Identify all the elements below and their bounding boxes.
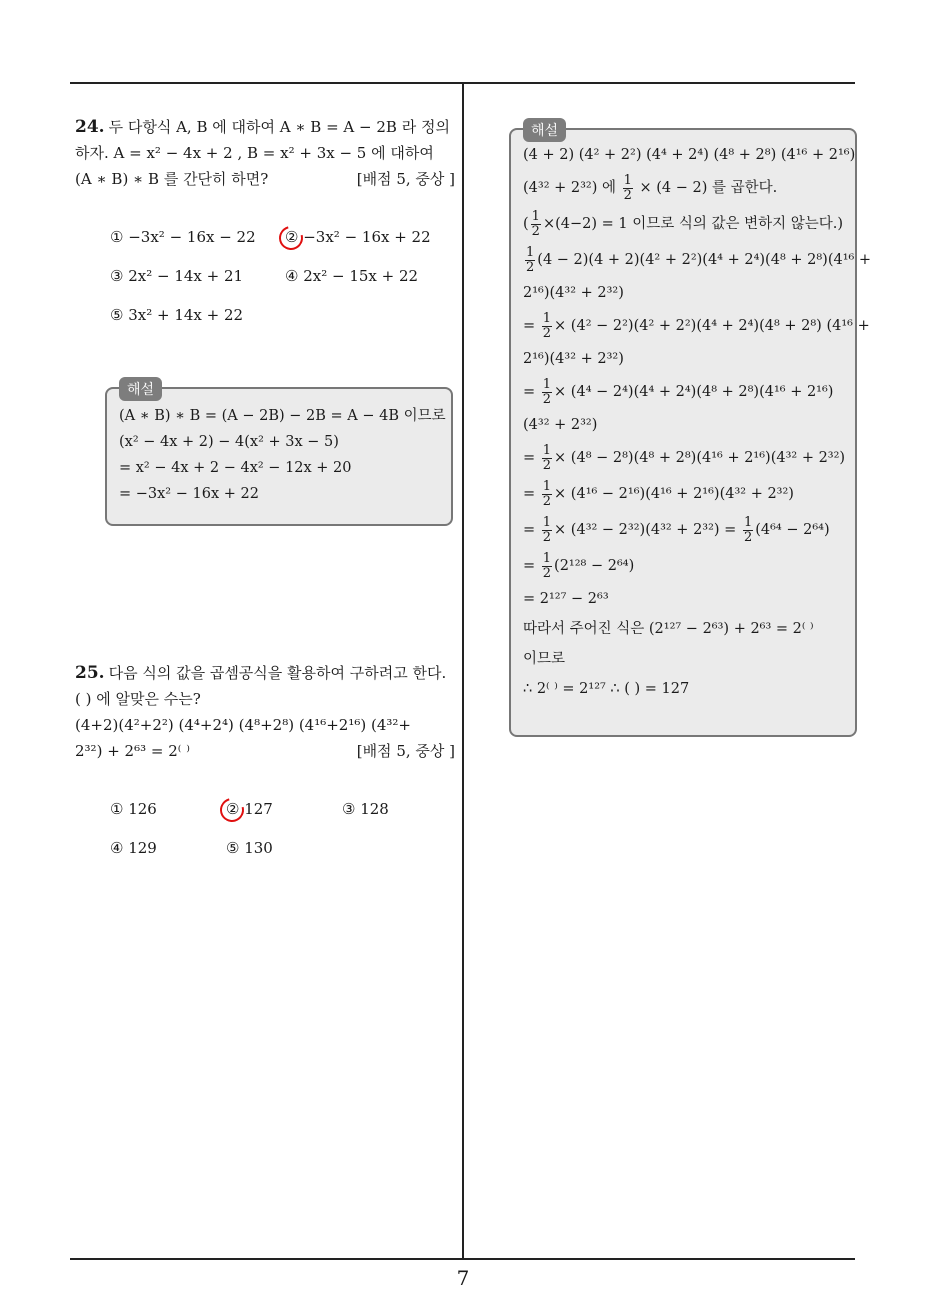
explanation-line: 따라서 주어진 식은 (2¹²⁷ − 2⁶³) + 2⁶³ = 2⁽ ⁾ xyxy=(523,621,814,637)
explanation-line: = x² − 4x + 2 − 4x² − 12x + 20 xyxy=(119,460,352,476)
explanation-line: ∴ 2⁽ ⁾ = 2¹²⁷ ∴ ( ) = 127 xyxy=(523,681,690,697)
explanation-line: × (4³² − 2³²)(4³² + 2³²) = xyxy=(554,522,737,538)
explanation-line: = 2¹²⁷ − 2⁶³ xyxy=(523,591,609,607)
explanation-line: (4³² + 2³²) 에 xyxy=(523,180,616,196)
explanation-line: 2¹⁶)(4³² + 2³²) xyxy=(523,351,624,367)
explanation-line: ×(4−2) = 1 이므로 식의 값은 변하지 않는다.) xyxy=(542,216,844,232)
explanation-box-24 xyxy=(105,382,453,526)
points-note: [배점 5, 중상 ] xyxy=(356,170,455,188)
choice-4[interactable]: ④ 2x² − 15x + 22 xyxy=(285,267,419,285)
question-24 xyxy=(75,114,455,192)
choice-5[interactable]: ⑤ 130 xyxy=(226,839,273,857)
question-25 xyxy=(75,660,455,764)
fraction-half: $\frac{1}{2}$ xyxy=(743,514,753,545)
choice-1[interactable]: ① −3x² − 16x − 22 xyxy=(110,228,256,246)
fraction-half: $\frac{1}{2}$ xyxy=(542,550,552,581)
choice-1[interactable]: ① 126 xyxy=(110,800,157,818)
fraction-half: $\frac{1}{2}$ xyxy=(542,514,552,545)
explanation-box-25: 해설 (4 + 2) (4² + 2²) (4⁴ + 2⁴) (4⁸ + 2⁸) (4¹⁶ + 2¹⁶) (4³² + 2³²) 에 $\frac{1}{2}$ × (4 − 2) 를 곱한다. ( $\frac{1}{2}$ ×(4−2) = 1 이므로 식의 값은 변하지 않는다.) $\frac{1}{2}$ (4 − 2)(4 + 2)(4² + 2²)(4⁴ + 2⁴)(4⁸ + 2⁸)(4¹⁶ + 2¹⁶)(4³² + 2³²) = $\frac{1}{2}$ × (4² − 2²)(4² + 2²)(4⁴ + 2⁴)(4⁸ + 2⁸) (4¹⁶ + 2¹⁶)(4³² + 2³²) = $\frac{1}{2}$ × (4⁴ − 2⁴)(4⁴ + 2⁴)(4⁸ + 2⁸)(4¹⁶ + 2¹⁶) (4³² + 2³²) = $\frac{1}{2}$ × (4⁸ − 2⁸)(4⁸ + 2⁸)(4¹⁶ + 2¹⁶)(4³² + 2³²) = $\frac{1}{2}$ × (4¹⁶ − 2¹⁶)(4¹⁶ + 2¹⁶)(4³² + 2³²) = $\frac{1}{2}$ × (4³² − 2³²)(4³² + 2³²) = $\frac{1}{2}$ (4⁶⁴ − 2⁶⁴) = $\frac{1}{2}$ (2¹²⁸ − 2⁶⁴) = 2¹²⁷ − 2⁶³ 따라서 주어진 식은 (2¹²⁷ − 2⁶³) + 2⁶³ = 2⁽ ⁾ 이므로 ∴ 2⁽ ⁾ = 2¹²⁷ ∴ ( ) = 127 xyxy=(509,128,857,737)
fraction-half: $\frac{1}{2}$ xyxy=(531,208,540,239)
explanation-line: (4³² + 2³²) xyxy=(523,417,598,433)
answer-circle-mark xyxy=(275,222,308,255)
fraction-half: $\frac{1}{2}$ xyxy=(542,376,552,407)
question-text-line: 2³²) + 2⁶³ = 2⁽ ⁾ xyxy=(75,742,190,760)
question-text-line: (A ∗ B) ∗ B 를 간단히 하면? xyxy=(75,170,269,188)
choice-2[interactable]: ② −3x² − 16x + 22 xyxy=(285,228,431,246)
answer-circle-mark xyxy=(216,794,249,827)
fraction-half: $\frac{1}{2}$ xyxy=(542,478,552,509)
explanation-line: 2¹⁶)(4³² + 2³²) xyxy=(523,285,624,301)
question-text-line: 다음 식의 값을 곱셈공식을 활용하여 구하려고 한다. xyxy=(108,664,447,682)
explanation-line: × (4¹⁶ − 2¹⁶)(4¹⁶ + 2¹⁶)(4³² + 2³²) xyxy=(554,486,794,502)
explanation-line: 이므로 xyxy=(523,651,566,667)
explanation-tag: 해설 xyxy=(523,118,566,142)
choice-4[interactable]: ④ 129 xyxy=(110,839,157,857)
explanation-line: (2¹²⁸ − 2⁶⁴) xyxy=(554,558,635,574)
question-number: 25. xyxy=(75,663,105,683)
question-text-line: ( ) 에 알맞은 수는? xyxy=(75,690,201,708)
bottom-rule xyxy=(70,1258,855,1260)
question-text-line: (4+2)(4²+2²) (4⁴+2⁴) (4⁸+2⁸) (4¹⁶+2¹⁶) (4³²+ xyxy=(75,716,411,734)
explanation-line: (A ∗ B) ∗ B = (A − 2B) − 2B = A − 4B 이므로 xyxy=(119,408,446,424)
explanation-tag: 해설 xyxy=(119,377,162,401)
explanation-line: = −3x² − 16x + 22 xyxy=(119,486,259,502)
choice-5[interactable]: ⑤ 3x² + 14x + 22 xyxy=(110,306,244,324)
question-number: 24. xyxy=(75,117,105,137)
fraction-half: $\frac{1}{2}$ xyxy=(542,442,552,473)
question-text-line: 하자. A = x² − 4x + 2 , B = x² + 3x − 5 에 대하여 xyxy=(75,144,434,162)
question-text-line: 두 다항식 A, B 에 대하여 A ∗ B = A − 2B 라 정의 xyxy=(108,118,450,136)
explanation-line: (4⁶⁴ − 2⁶⁴) xyxy=(755,522,830,538)
choice-3[interactable]: ③ 2x² − 14x + 21 xyxy=(110,267,244,285)
explanation-line: × (4 − 2) 를 곱한다. xyxy=(639,180,778,196)
explanation-line: ( xyxy=(523,216,529,232)
fraction-half: $\frac{1}{2}$ xyxy=(542,310,552,341)
page-number: 7 xyxy=(456,1266,470,1290)
explanation-line: (4 + 2) (4² + 2²) (4⁴ + 2⁴) (4⁸ + 2⁸) (4¹⁶ + 2¹⁶) xyxy=(523,147,856,163)
fraction-half: $\frac{1}{2}$ xyxy=(526,244,535,275)
explanation-line: (4 − 2)(4 + 2)(4² + 2²)(4⁴ + 2⁴)(4⁸ + 2⁸)(4¹⁶ + xyxy=(537,252,872,268)
explanation-line: (x² − 4x + 2) − 4(x² + 3x − 5) xyxy=(119,434,339,450)
explanation-line: × (4⁴ − 2⁴)(4⁴ + 2⁴)(4⁸ + 2⁸)(4¹⁶ + 2¹⁶) xyxy=(554,384,834,400)
choice-2[interactable]: ② 127 xyxy=(226,800,273,818)
fraction-half: $\frac{1}{2}$ xyxy=(623,172,632,203)
choice-3[interactable]: ③ 128 xyxy=(342,800,389,818)
points-note: [배점 5, 중상 ] xyxy=(356,742,455,760)
explanation-line: × (4⁸ − 2⁸)(4⁸ + 2⁸)(4¹⁶ + 2¹⁶)(4³² + 2³²) xyxy=(554,450,846,466)
explanation-line: × (4² − 2²)(4² + 2²)(4⁴ + 2⁴)(4⁸ + 2⁸) (4¹⁶ + xyxy=(554,318,870,334)
column-divider xyxy=(462,83,464,1258)
